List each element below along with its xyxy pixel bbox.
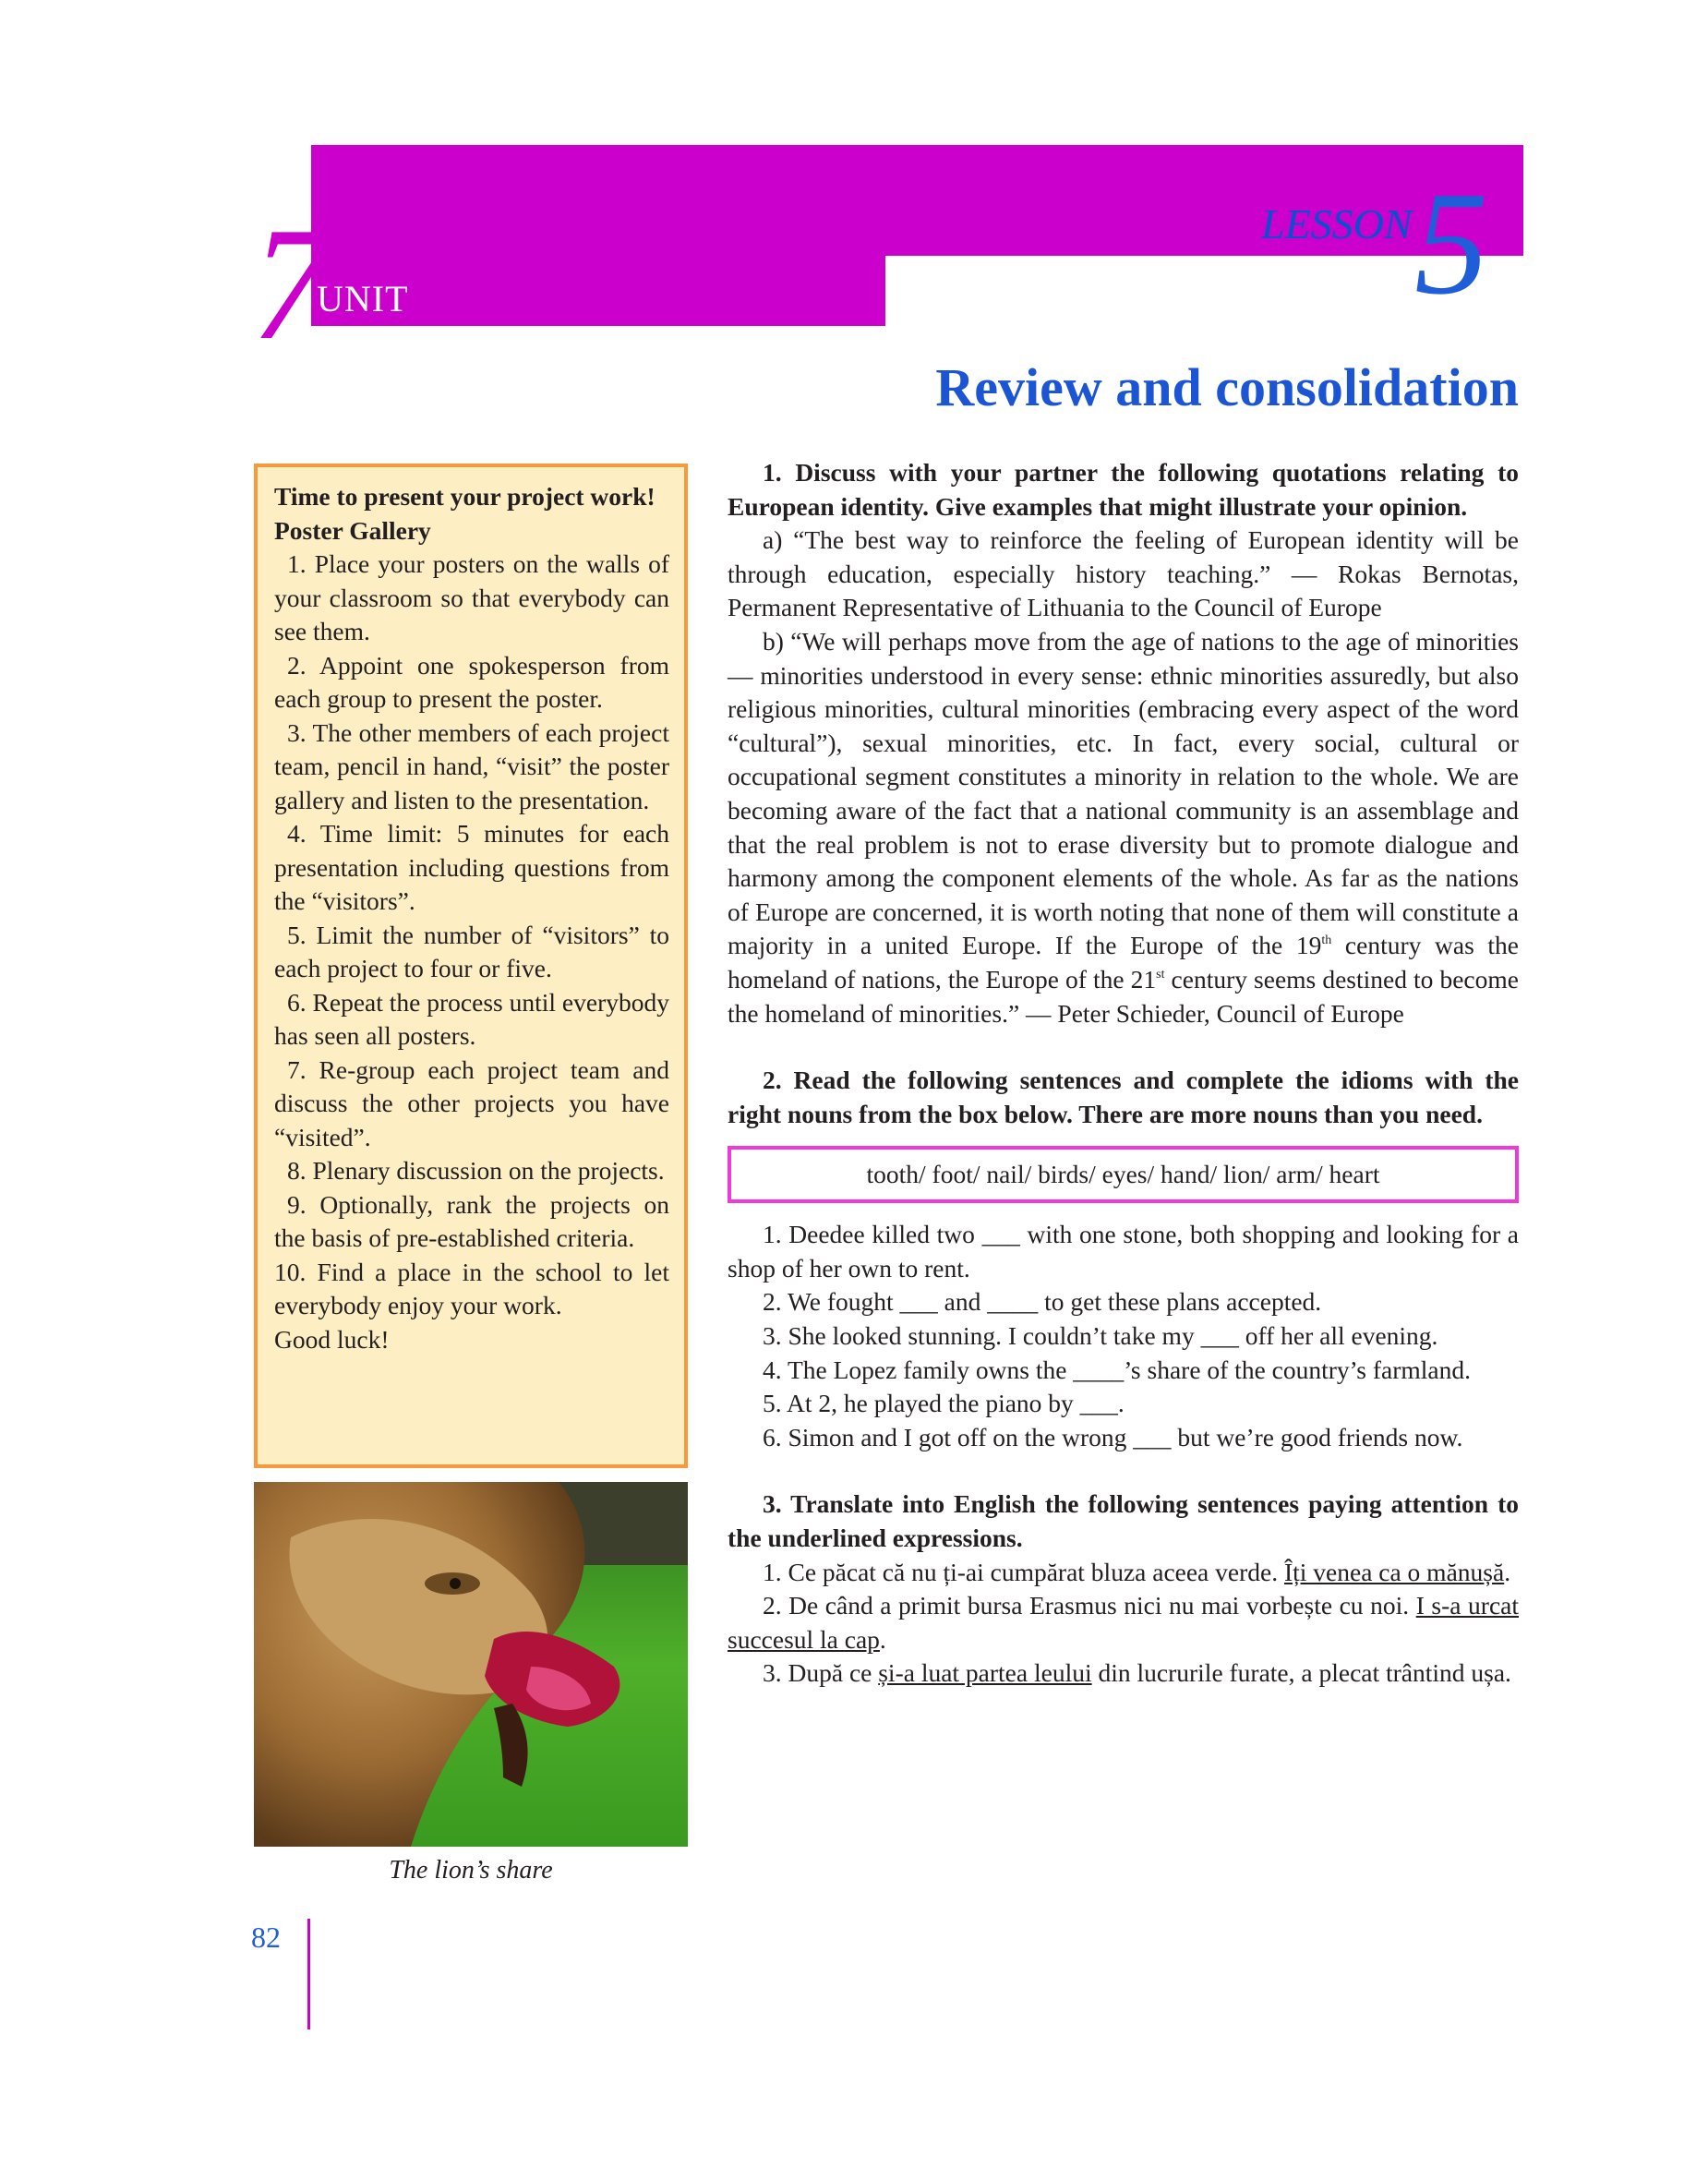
exercise-2-sentence: 5. At 2, he played the piano by ___. (763, 1389, 1125, 1418)
main-column (728, 456, 1519, 1691)
page-title: Review and consolidation (935, 357, 1519, 417)
box-step: 9. Optionally, rank the projects on the basis of pre-established criteria. (274, 1189, 669, 1252)
unit-label: UNIT (317, 278, 409, 319)
exercise-3-sentence: 1. Ce păcat că nu ți-ai cumpărat bluza aceea verde. Îți venea ca o mănușă. (763, 1557, 1511, 1586)
box-heading: Time to present your project work! (274, 482, 656, 511)
exercise-3-sentence: 2. De când a primit bursa Erasmus nici nu mai vorbește cu noi. I s-a urcat succesul la cap. (728, 1591, 1520, 1654)
box-step: 7. Re-group each project team and discuss the other projects you have “visited”. (274, 1054, 669, 1151)
unit-number: 7 (251, 194, 329, 373)
lesson-label: LESSON (1261, 200, 1413, 247)
project-instructions-box (254, 464, 688, 1468)
exercise-2-sentence: 6. Simon and I got off on the wrong ___ but we’re good friends now. (763, 1422, 1463, 1451)
box-step: 3. The other members of each project team, pencil in hand, “visit” the poster gallery and listen to the presentation. (274, 717, 669, 814)
quote-a: a) “The best way to reinforce the feeling of European identity will be through education, especially history teaching.” — Rokas Bernotas, Permanent Representative of Lithuania to the Council of Europe (728, 525, 1519, 622)
exercise-2-instruction: 2. Read the following sentences and complete the idioms with the right nouns from the box below. There are more nouns than you need. (728, 1066, 1519, 1128)
underlined-expression: I s-a urcat succesul la cap (728, 1591, 1520, 1654)
box-step: 8. Plenary discussion on the projects. (287, 1156, 665, 1185)
exercise-1-instruction: 1. Discuss with your partner the following quotations relating to European identity. Give examples that might illustrate your opinion. (728, 458, 1519, 521)
box-step: 5. Limit the number of “visitors” to each project to four or five. (274, 920, 669, 982)
box-closing: Good luck! (274, 1324, 390, 1354)
box-step: 6. Repeat the process until everybody has seen all posters. (274, 987, 669, 1050)
exercise-3-instruction: 3. Translate into English the following sentences paying attention to the underlined expressions. (728, 1489, 1519, 1553)
lion-photo (254, 1482, 688, 1847)
box-subheading: Poster Gallery (274, 515, 431, 545)
exercise-2-sentence: 3. She looked stunning. I couldn’t take my ___ off her all evening. (763, 1321, 1438, 1351)
page-number: 82 (251, 1921, 281, 1954)
box-step: 1. Place your posters on the walls of your classroom so that everybody can see them. (274, 549, 669, 645)
lesson-number: 5 (1414, 161, 1488, 325)
exercise-2-sentence: 1. Deedee killed two ___ with one stone, both shopping and looking for a shop of her own to rent. (728, 1220, 1519, 1283)
underlined-expression: și-a luat partea leului (878, 1658, 1092, 1688)
quote-b: b) “We will perhaps move from the age of nations to the age of minorities — minorities understood in every sense: ethnic minorities assuredly, but also religious minorities, cultural minorities (embracing every aspect of the word “cultural”), sexual minorities, etc. In fact, every social, cultural or occupational segment constitutes a minority in relation to the whole. We are becoming aware of the fact that a national community is an assemblage and that the real problem is not to erase diversity but to promote dialogue and harmony among the component elements of the whole. As far as the nations of Europe are concerned, it is worth noting that none of them will constitute a majority in a united Europe. If the Europe of the 19th century was the homeland of nations, the Europe of the 21st century seems destined to become the homeland of minorities.” — Peter Schieder, Council of Europe (728, 626, 1520, 1028)
box-step: 10. Find a place in the school to let everybody enjoy your work. (274, 1257, 669, 1319)
box-step: 4. Time limit: 5 minutes for each presentation including questions from the “visitors”. (274, 819, 669, 915)
page-number-rule (307, 1919, 310, 2029)
image-caption: The lion’s share (389, 1856, 553, 1885)
exercise-2-sentence: 2. We fought ___ and ____ to get these plans accepted. (763, 1287, 1322, 1317)
lion-illustration (254, 1482, 688, 1847)
exercise-2-sentence: 4. The Lopez family owns the ____’s share of the country’s farmland. (763, 1355, 1472, 1384)
underlined-expression: Îți venea ca o mănușă (1283, 1557, 1505, 1586)
exercise-3-sentence: 3. După ce și-a luat partea leului din lucrurile furate, a plecat trântind ușa. (763, 1658, 1511, 1688)
word-box: tooth/ foot/ nail/ birds/ eyes/ hand/ lion/ arm/ heart (728, 1146, 1519, 1203)
box-step: 2. Appoint one spokesperson from each group to present the poster. (274, 650, 669, 713)
